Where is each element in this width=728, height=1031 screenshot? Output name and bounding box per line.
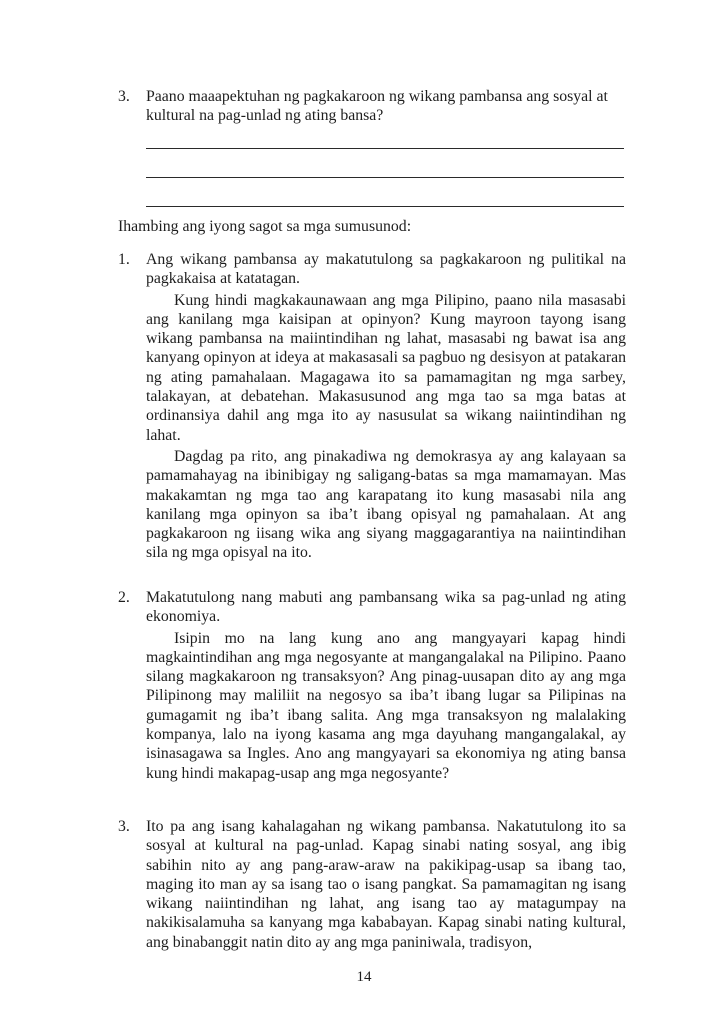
item-paragraph: Kung hindi magkakaunawaan ang mga Pilipino, paano nila masasabi ang kanilang mga kaisipan at opinyon? Kung mayroon tayong isang wikang pambansa na maiintindihan ng lahat, masasabi ng bawat isa ang kanyang opinyon at ideya at makasasali sa pagbuo ng desisyon at patakaran ng ating pamahalaan. Magagawa ito sa pamamagitan ng mga sarbey, talakayan, at debatehan. Makasusunod ang mga tao sa mga batas at ordinansiya dahil ang mga ito ay nasusulat sa wikang naiintindihan ng lahat. <box>146 291 626 444</box>
item-heading: Ang wikang pambansa ay makatutulong sa pagkakaroon ng pulitikal na pagkakaisa at katatagan. <box>146 251 626 288</box>
item-heading: Ito pa ang isang kahalagahan ng wikang pambansa. Nakatutulong ito sa sosyal at kultural na pag-unlad. Kapag sinabi nating sosyal, ang ibig sabihin nito ay ang pang-araw-araw na pakikipag-usap sa ibang tao, maging ito man ay sa isang tao o isang pangkat. Sa pamamagitan ng isang wikang naiintindihan ng lahat, ang isang tao ay matagumpay na nakikisalamuha sa kanyang mga kababayan. Kapag sinabi nating kultural, ang binabanggit natin dito ay ang mga paniniwala, tradisyon, <box>146 818 626 951</box>
list-item <box>118 817 628 952</box>
answer-line[interactable] <box>146 177 624 178</box>
item-heading: Makatutulong nang mabuti ang pambansang wika sa pag-unlad ng ating ekonomiya. <box>146 589 626 626</box>
list-item <box>118 250 628 563</box>
question-text: Paano maaapektuhan ng pagkakaroon ng wikang pambansa ang sosyal at kultural na pag-unlad ng ating bansa? <box>146 88 608 125</box>
page-number: 14 <box>356 969 372 985</box>
answer-line[interactable] <box>146 148 624 149</box>
item-paragraph: Isipin mo na lang kung ano ang mangyayari kapag hindi magkaintindihan ang mga negosyante at mangangalakal na Pilipino. Paano silang magkakaroon ng transaksyon? Ang pinag-uusapan dito ay ang mga Pilipinong may maliliit na negosyo sa iba’t ibang lugar sa Pilipinas na gumagamit ng iba’t ibang salita. Ang mga transaksyon ng malalaking kompanya, lalo na iyong kasama ang mga dayuhang mangangalakal, ay isinasagawa sa Ingles. Ano ang mangyayari sa ekonomiya ng ating bansa kung hindi makapag-usap ang mga negosyante? <box>146 629 626 782</box>
list-item <box>118 588 628 783</box>
question-number: 3. <box>118 88 130 105</box>
answer-line[interactable] <box>146 206 624 207</box>
item-number: 2. <box>118 589 130 606</box>
instruction-text: Ihambing ang iyong sagot sa mga sumusunod: <box>118 218 412 235</box>
item-paragraph: Dagdag pa rito, ang pinakadiwa ng demokrasya ay ang kalayaan sa pamamahayag na ibinibigay ng saligang-batas sa mga mamamayan. Mas makakamtan ng mga tao ang karapatang ito kung masasabi nila ang kanilang mga opinyon sa iba’t ibang opisyal ng pamahalaan. At ang pagkakaroon ng iisang wika ang siyang maggagarantiya na naiintindihan sila ng mga opisyal na ito. <box>146 447 626 562</box>
item-number: 1. <box>118 251 130 268</box>
item-number: 3. <box>118 818 130 835</box>
